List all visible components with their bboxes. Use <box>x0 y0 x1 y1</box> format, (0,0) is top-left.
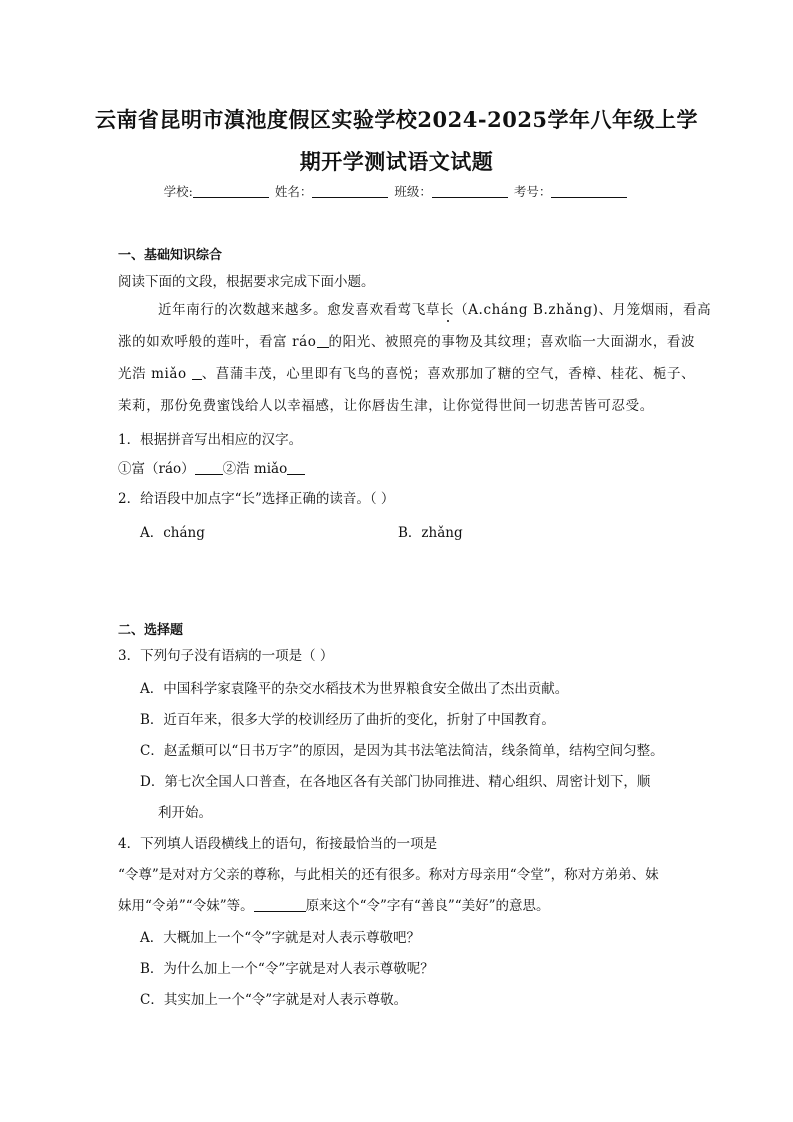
class-label: 班级： <box>394 184 432 199</box>
question-3: 3．下列句子没有语病的一项是（ ） <box>118 648 334 664</box>
question-4: 4．下列填人语段横线上的语句，衔接最恰当的一项是 <box>118 836 438 852</box>
answer-blank-rao[interactable] <box>195 461 223 475</box>
dotted-char-chang: 长 <box>440 302 455 318</box>
section1-heading: 一、基础知识综合 <box>118 248 223 263</box>
school-blank[interactable] <box>193 185 269 198</box>
section1-instruction: 阅读下面的文段，根据要求完成下面小题。 <box>118 274 375 290</box>
answer-blank-miao[interactable] <box>287 461 305 475</box>
question-4-option-a[interactable]: A．大概加上一个“令”字就是对人表示尊敬吧？ <box>140 930 421 946</box>
exam-title-line1: 云南省昆明市滇池度假区实验学校2024-2025学年八年级上学 <box>94 107 699 132</box>
question-3-option-d-cont: 利开始。 <box>158 805 212 821</box>
question-2-option-b[interactable]: B．zhǎng <box>398 525 463 541</box>
school-label: 学校: <box>163 184 193 199</box>
passage-line4: 茉莉，那份免费蜜饯给人以幸福感，让你唇齿生津，让你觉得世间一切悲苦皆可忍受。 <box>118 398 654 414</box>
question-3-option-a[interactable]: A．中国科学家袁隆平的杂交水稻技术为世界粮食安全做出了杰出贡献。 <box>140 681 569 697</box>
question-4-option-c[interactable]: C．其实加上一个“令”字就是对人表示尊敬。 <box>140 992 408 1008</box>
passage-line2: 涨的如欢呼般的莲叶，看富 ráo 的阳光、被照亮的事物及其纹理；喜欢临一大面湖水，看波 <box>118 334 696 350</box>
question-4-blank <box>254 898 306 912</box>
question-4-option-b[interactable]: B．为什么加上一个“令”字就是对人表示尊敬呢？ <box>140 961 434 977</box>
exam-title-line2: 期开学测试语文试题 <box>299 149 494 174</box>
question-3-option-d[interactable]: D．第七次全国人口普查，在各地区各有关部门协同推进、精心组织、周密计划下，顺 <box>140 774 651 790</box>
passage-line1: 近年南行的次数越来越多。愈发喜欢看莺飞草长（A.cháng B.zhǎng)、月笼烟雨，看高 <box>158 302 712 318</box>
question-2-option-a[interactable]: A．cháng <box>140 525 205 541</box>
passage-blank-miao <box>192 366 202 380</box>
section2-heading: 二、选择题 <box>118 623 184 638</box>
name-label: 姓名： <box>274 184 313 199</box>
question-3-option-c[interactable]: C．赵孟頫可以“日书万字”的原因，是因为其书法笔法简洁，线条简单，结构空间匀整。 <box>140 743 664 759</box>
exam-no-blank[interactable] <box>551 185 627 198</box>
passage-line3: 光浩 miǎo 、菖蒲丰茂，心里即有飞鸟的喜悦；喜欢那加了糖的空气，香樟、桂花、栀子、 <box>118 366 696 382</box>
passage-blank-rao <box>317 334 329 348</box>
question-4-passage-line1: “令尊”是对对方父亲的尊称，与此相关的还有很多。称对方母亲用“令堂”，称对方弟弟、妹 <box>118 867 659 883</box>
class-blank[interactable] <box>432 185 508 198</box>
question-1: 1．根据拼音写出相应的汉字。 <box>118 432 303 448</box>
question-1-blanks: ①富（ráo） ②浩 miǎo <box>118 457 305 477</box>
student-info-row <box>0 182 793 200</box>
exam-no-label: 考号： <box>513 184 552 199</box>
question-4-passage-line2: 妹用“令弟”“令妹”等。 原来这个“令”字有“善良”“美好”的意思。 <box>118 898 550 914</box>
name-blank[interactable] <box>312 185 388 198</box>
question-2: 2．给语段中加点字“长”选择正确的读音。（ ） <box>118 491 395 507</box>
question-3-option-b[interactable]: B．近百年来，很多大学的校训经历了曲折的变化，折射了中国教育。 <box>140 712 555 728</box>
